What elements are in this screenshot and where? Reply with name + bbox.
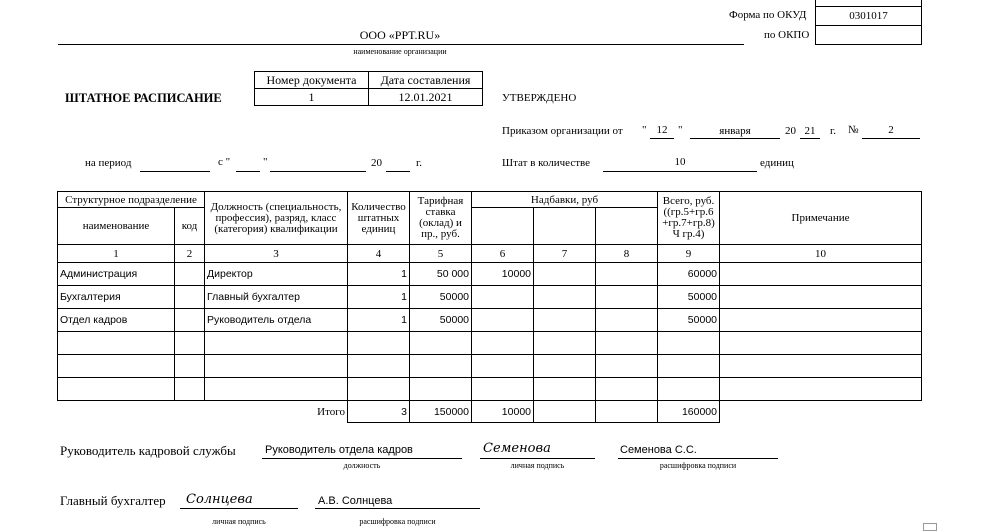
order-no-sign: № bbox=[848, 124, 859, 136]
order-year-prefix: 20 bbox=[785, 125, 796, 137]
totals-total: 160000 bbox=[658, 401, 720, 423]
doc-num-label: Номер документа bbox=[255, 72, 369, 89]
table-row bbox=[58, 355, 922, 378]
cell-note bbox=[720, 378, 922, 401]
hr-signature: Семенова bbox=[483, 441, 551, 456]
period-label: на период bbox=[85, 157, 132, 169]
totals-label: Итого bbox=[317, 405, 345, 418]
cell-count: 1 bbox=[348, 309, 410, 332]
cell-total bbox=[658, 355, 720, 378]
period-g: г. bbox=[416, 157, 423, 169]
okpo-cell bbox=[815, 25, 922, 45]
period-quote: " bbox=[263, 156, 268, 168]
header-rate: Тарифная ставка (оклад) и пр., руб. bbox=[410, 192, 472, 245]
doc-title: ШТАТНОЕ РАСПИСАНИЕ bbox=[65, 91, 222, 105]
cell-b7 bbox=[534, 263, 596, 286]
totals-bonus-7 bbox=[534, 401, 596, 423]
cell-total bbox=[658, 378, 720, 401]
header-note: Примечание bbox=[720, 192, 922, 245]
header-bonus-6 bbox=[472, 208, 534, 245]
order-month-line bbox=[690, 138, 780, 139]
order-g: г. bbox=[830, 125, 837, 137]
cell-count: 1 bbox=[348, 263, 410, 286]
cell-b6 bbox=[472, 286, 534, 309]
doc-num-value: 1 bbox=[255, 89, 369, 106]
cell-b6 bbox=[472, 332, 534, 355]
cell-code bbox=[175, 286, 205, 309]
hr-position: Руководитель отдела кадров bbox=[265, 444, 413, 456]
order-number-line bbox=[862, 138, 920, 139]
header-total: Всего, руб. ((гр.5+гр.6 +гр.7+гр.8) Ч гр.4) bbox=[658, 192, 720, 245]
cell-note bbox=[720, 286, 922, 309]
cell-b8 bbox=[596, 263, 658, 286]
col-num: 10 bbox=[720, 245, 922, 263]
header-code: код bbox=[175, 208, 205, 245]
staff-label: Штат в количестве bbox=[502, 157, 591, 169]
cell-note bbox=[720, 332, 922, 355]
period-year-line bbox=[386, 171, 410, 172]
cell-position bbox=[205, 332, 348, 355]
period-day-line bbox=[236, 171, 260, 172]
totals-rate: 150000 bbox=[410, 401, 472, 423]
col-num: 2 bbox=[175, 245, 205, 263]
order-year: 21 bbox=[804, 125, 816, 137]
header-name: наименование bbox=[58, 208, 175, 245]
cell-position: Главный бухгалтер bbox=[205, 286, 348, 309]
acc-name: А.В. Солнцева bbox=[318, 495, 393, 507]
cell-note bbox=[720, 309, 922, 332]
org-name: ООО «PPT.RU» bbox=[359, 28, 441, 42]
header-bonus-7 bbox=[534, 208, 596, 245]
order-day: 12 bbox=[656, 124, 668, 136]
cell-b6 bbox=[472, 355, 534, 378]
acc-cap-sign: личная подпись bbox=[212, 517, 266, 526]
cell-position: Руководитель отдела bbox=[205, 309, 348, 332]
header-struct: Структурное подразделение bbox=[58, 192, 205, 208]
cell-total: 50000 bbox=[658, 309, 720, 332]
totals-bonus-6: 10000 bbox=[472, 401, 534, 423]
order-year-line bbox=[800, 138, 820, 139]
org-line bbox=[58, 44, 744, 45]
acc-name-line bbox=[315, 508, 480, 509]
column-numbers-row bbox=[58, 245, 922, 263]
order-quote-close: " bbox=[678, 124, 683, 136]
table-row bbox=[58, 332, 922, 355]
staff-value: 10 bbox=[674, 156, 686, 168]
cell-rate: 50 000 bbox=[410, 263, 472, 286]
cell-position bbox=[205, 378, 348, 401]
totals-count: 3 bbox=[348, 401, 410, 423]
cell-total: 60000 bbox=[658, 263, 720, 286]
col-num: 9 bbox=[658, 245, 720, 263]
order-day-line bbox=[650, 138, 674, 139]
cell-b8 bbox=[596, 355, 658, 378]
cell-count bbox=[348, 378, 410, 401]
cell-b8 bbox=[596, 332, 658, 355]
cell-position: Директор bbox=[205, 263, 348, 286]
period-year-prefix: 20 bbox=[371, 157, 382, 169]
okud-label: Форма по ОКУД bbox=[729, 9, 807, 21]
doc-number-table bbox=[254, 71, 483, 106]
okud-code: 0301017 bbox=[849, 10, 888, 22]
cell-b6 bbox=[472, 378, 534, 401]
cell-b7 bbox=[534, 286, 596, 309]
period-from: с " bbox=[218, 156, 231, 168]
table-row bbox=[58, 263, 922, 286]
acc-cap-name: расшифровка подписи bbox=[359, 517, 436, 526]
cell-code bbox=[175, 355, 205, 378]
period-month-line bbox=[270, 171, 366, 172]
cell-rate: 50000 bbox=[410, 309, 472, 332]
table-row bbox=[58, 309, 922, 332]
hr-name-line bbox=[618, 458, 778, 459]
okpo-label: по ОКПО bbox=[764, 29, 810, 41]
cell-dept: Бухгалтерия bbox=[58, 286, 175, 309]
doc-date-label: Дата составления bbox=[369, 72, 483, 89]
table-row bbox=[58, 378, 922, 401]
corner-mark bbox=[923, 523, 937, 531]
table-row bbox=[58, 286, 922, 309]
hr-name: Семенова С.С. bbox=[620, 444, 697, 456]
cell-b7 bbox=[534, 355, 596, 378]
cell-rate: 50000 bbox=[410, 286, 472, 309]
cell-b8 bbox=[596, 309, 658, 332]
cell-count bbox=[348, 355, 410, 378]
cell-rate bbox=[410, 332, 472, 355]
cell-position bbox=[205, 355, 348, 378]
cell-b7 bbox=[534, 378, 596, 401]
org-caption: наименование организации bbox=[353, 47, 447, 56]
col-num: 6 bbox=[472, 245, 534, 263]
hr-sign-line bbox=[480, 458, 595, 459]
cell-b8 bbox=[596, 286, 658, 309]
cell-count bbox=[348, 332, 410, 355]
acc-signature: Солнцева bbox=[186, 492, 253, 507]
hr-cap-name: расшифровка подписи bbox=[659, 461, 737, 470]
staff-units: единиц bbox=[760, 157, 794, 169]
order-month: января bbox=[719, 125, 751, 137]
header-count: Количество штатных единиц bbox=[348, 192, 410, 245]
col-num: 5 bbox=[410, 245, 472, 263]
col-num: 3 bbox=[205, 245, 348, 263]
doc-date-value: 12.01.2021 bbox=[369, 89, 483, 106]
staff-value-line bbox=[603, 171, 757, 172]
hr-label: Руководитель кадровой службы bbox=[60, 443, 236, 458]
col-num: 1 bbox=[58, 245, 175, 263]
cell-note bbox=[720, 355, 922, 378]
cell-code bbox=[175, 309, 205, 332]
acc-label: Главный бухгалтер bbox=[60, 493, 166, 508]
order-number: 2 bbox=[888, 124, 894, 136]
cell-note bbox=[720, 263, 922, 286]
cell-count: 1 bbox=[348, 286, 410, 309]
header-position: Должность (специальность, профессия), разряд, класс (категория) квалификации bbox=[205, 192, 348, 245]
cell-dept bbox=[58, 355, 175, 378]
col-num: 7 bbox=[534, 245, 596, 263]
cell-dept: Администрация bbox=[58, 263, 175, 286]
cell-b7 bbox=[534, 309, 596, 332]
acc-sign-line bbox=[180, 508, 298, 509]
cell-b6: 10000 bbox=[472, 263, 534, 286]
hr-cap-position: должность bbox=[343, 461, 381, 470]
okud-cell bbox=[815, 6, 922, 26]
approved-label: УТВЕРЖДЕНО bbox=[502, 92, 577, 104]
order-prefix: Приказом организации от bbox=[502, 125, 623, 137]
totals-bonus-8 bbox=[596, 401, 658, 423]
staffing-table bbox=[57, 191, 922, 423]
cell-dept bbox=[58, 378, 175, 401]
hr-position-line bbox=[262, 458, 462, 459]
cell-b6 bbox=[472, 309, 534, 332]
totals-row bbox=[58, 401, 922, 423]
cell-dept: Отдел кадров bbox=[58, 309, 175, 332]
cell-rate bbox=[410, 378, 472, 401]
header-bonus-8 bbox=[596, 208, 658, 245]
col-num: 4 bbox=[348, 245, 410, 263]
cell-dept bbox=[58, 332, 175, 355]
order-quote-open: " bbox=[642, 124, 647, 136]
cell-total: 50000 bbox=[658, 286, 720, 309]
period-start-line bbox=[140, 171, 210, 172]
cell-code bbox=[175, 332, 205, 355]
cell-b7 bbox=[534, 332, 596, 355]
cell-code bbox=[175, 378, 205, 401]
cell-code bbox=[175, 263, 205, 286]
header-bonus: Надбавки, руб bbox=[472, 192, 658, 208]
cell-rate bbox=[410, 355, 472, 378]
cell-b8 bbox=[596, 378, 658, 401]
cell-total bbox=[658, 332, 720, 355]
hr-cap-sign: личная подпись bbox=[510, 461, 565, 470]
col-num: 8 bbox=[596, 245, 658, 263]
